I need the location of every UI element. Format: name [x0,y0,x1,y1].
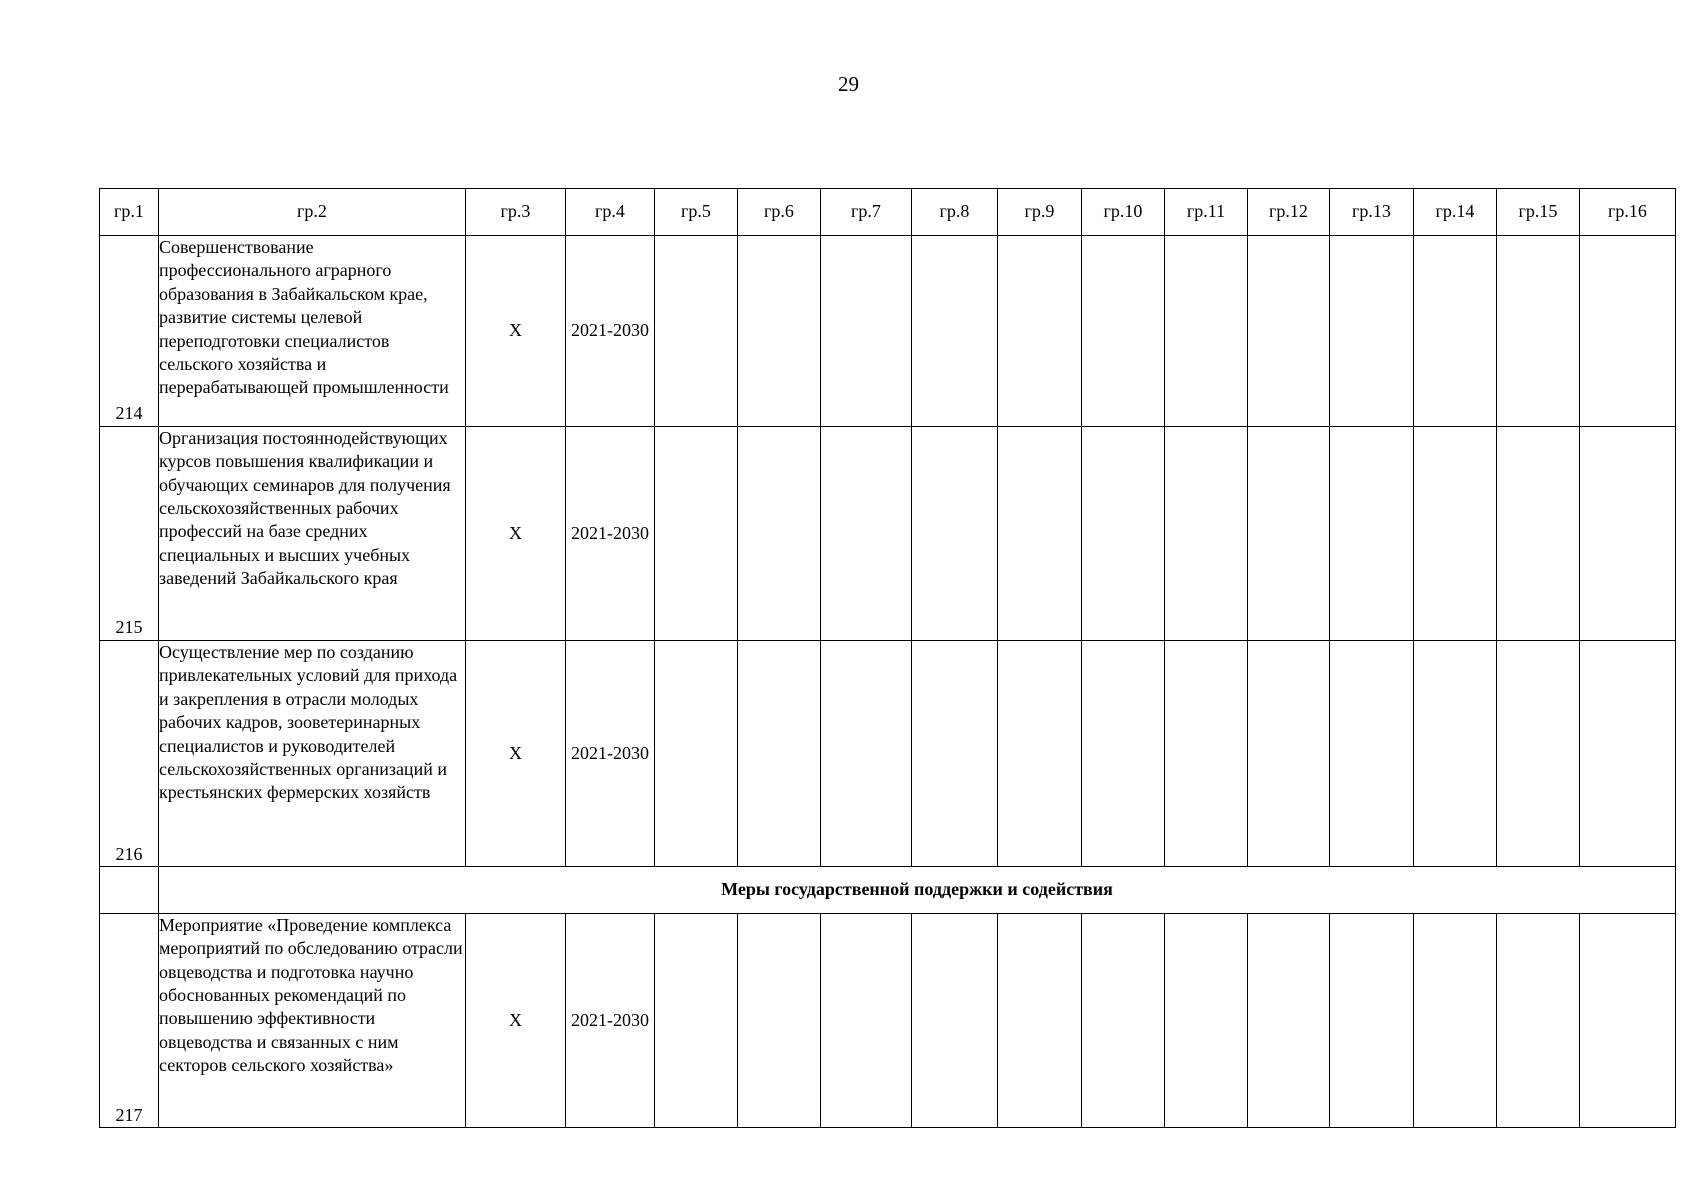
row-number: 215 [100,426,159,640]
section-row [100,867,1676,914]
empty-cell [912,426,998,640]
empty-cell [1165,913,1248,1127]
column-header: гр.13 [1330,189,1414,236]
empty-cell [1165,640,1248,866]
empty-cell [1497,236,1580,427]
column-header: гр.4 [566,189,655,236]
period-text: 2021-2030 [571,522,649,543]
empty-cell [655,426,738,640]
period-text: 2021-2030 [571,742,649,763]
empty-cell [738,236,821,427]
row-description: Мероприятие «Проведение комплекса мероприятий по обследованию отрасли овцеводства и подготовка научно обоснованных рекомендаций по повышению эффективности овцеводства и связанных с ним секторов сельского хозяйства» [159,913,466,1127]
column-header: гр.15 [1497,189,1580,236]
empty-cell [1414,236,1497,427]
program-table [99,188,1676,1128]
column-header: гр.5 [655,189,738,236]
empty-cell [1580,913,1676,1127]
empty-cell [655,640,738,866]
row-description: Организация постояннодействующих курсов повышения квалификации и обучающих семинаров для получения сельскохозяйственных рабочих профессий на базе средних специальных и высших учебных заведений Забайкальского края [159,426,466,640]
row-description: Совершенствование профессионального аграрного образования в Забайкальском крае, развитие системы целевой переподготовки специалистов сельского хозяйства и перерабатывающей промышленности [159,236,466,427]
empty-cell [1165,426,1248,640]
empty-cell [998,236,1082,427]
header-row [100,189,1676,236]
empty-cell [1580,640,1676,866]
row-gr3: X [466,426,566,640]
empty-cell [1497,913,1580,1127]
period-text: 2021-2030 [571,320,649,341]
row-description: Осуществление мер по созданию привлекательных условий для прихода и закрепления в отрасли молодых рабочих кадров, зооветеринарных специалистов и руководителей сельскохозяйственных организаций и крестьянских фермерских хозяйств [159,640,466,866]
empty-cell [655,913,738,1127]
empty-cell [1414,640,1497,866]
empty-cell [1330,426,1414,640]
empty-cell [912,913,998,1127]
empty-cell [1414,426,1497,640]
row-period [566,426,655,640]
column-header: гр.11 [1165,189,1248,236]
row-period [566,913,655,1127]
row-period [566,236,655,427]
table-row [100,426,1676,640]
empty-cell [912,236,998,427]
empty-cell [738,426,821,640]
empty-cell [1082,913,1165,1127]
empty-cell [1082,640,1165,866]
empty-cell [1248,426,1330,640]
empty-cell [1082,236,1165,427]
empty-cell [1330,236,1414,427]
empty-cell [821,426,912,640]
column-header: гр.16 [1580,189,1676,236]
table-row [100,913,1676,1127]
column-header: гр.14 [1414,189,1497,236]
section-title: Меры государственной поддержки и содействия [159,867,1676,914]
empty-cell [655,236,738,427]
column-header: гр.10 [1082,189,1165,236]
empty-cell [1497,640,1580,866]
empty-cell [738,640,821,866]
empty-cell [998,426,1082,640]
column-header: гр.8 [912,189,998,236]
empty-cell [1497,426,1580,640]
row-number: 217 [100,913,159,1127]
empty-cell [1414,913,1497,1127]
empty-cell [821,913,912,1127]
period-text: 2021-2030 [571,1009,649,1030]
empty-cell [821,236,912,427]
row-gr3: X [466,640,566,866]
table-row [100,236,1676,427]
empty-cell [1082,426,1165,640]
column-header: гр.9 [998,189,1082,236]
empty-cell [1165,236,1248,427]
column-header: гр.6 [738,189,821,236]
empty-cell [100,867,159,914]
column-header: гр.3 [466,189,566,236]
empty-cell [738,913,821,1127]
column-header: гр.2 [159,189,466,236]
empty-cell [1330,640,1414,866]
empty-cell [1248,913,1330,1127]
row-gr3: X [466,913,566,1127]
empty-cell [1330,913,1414,1127]
column-header: гр.7 [821,189,912,236]
column-header: гр.12 [1248,189,1330,236]
column-header: гр.1 [100,189,159,236]
empty-cell [998,640,1082,866]
empty-cell [912,640,998,866]
empty-cell [1580,426,1676,640]
empty-cell [998,913,1082,1127]
empty-cell [821,640,912,866]
row-gr3: X [466,236,566,427]
page-number: 29 [838,72,859,96]
row-period [566,640,655,866]
empty-cell [1580,236,1676,427]
table-row [100,640,1676,866]
empty-cell [1248,640,1330,866]
row-number: 216 [100,640,159,866]
empty-cell [1248,236,1330,427]
row-number: 214 [100,236,159,427]
